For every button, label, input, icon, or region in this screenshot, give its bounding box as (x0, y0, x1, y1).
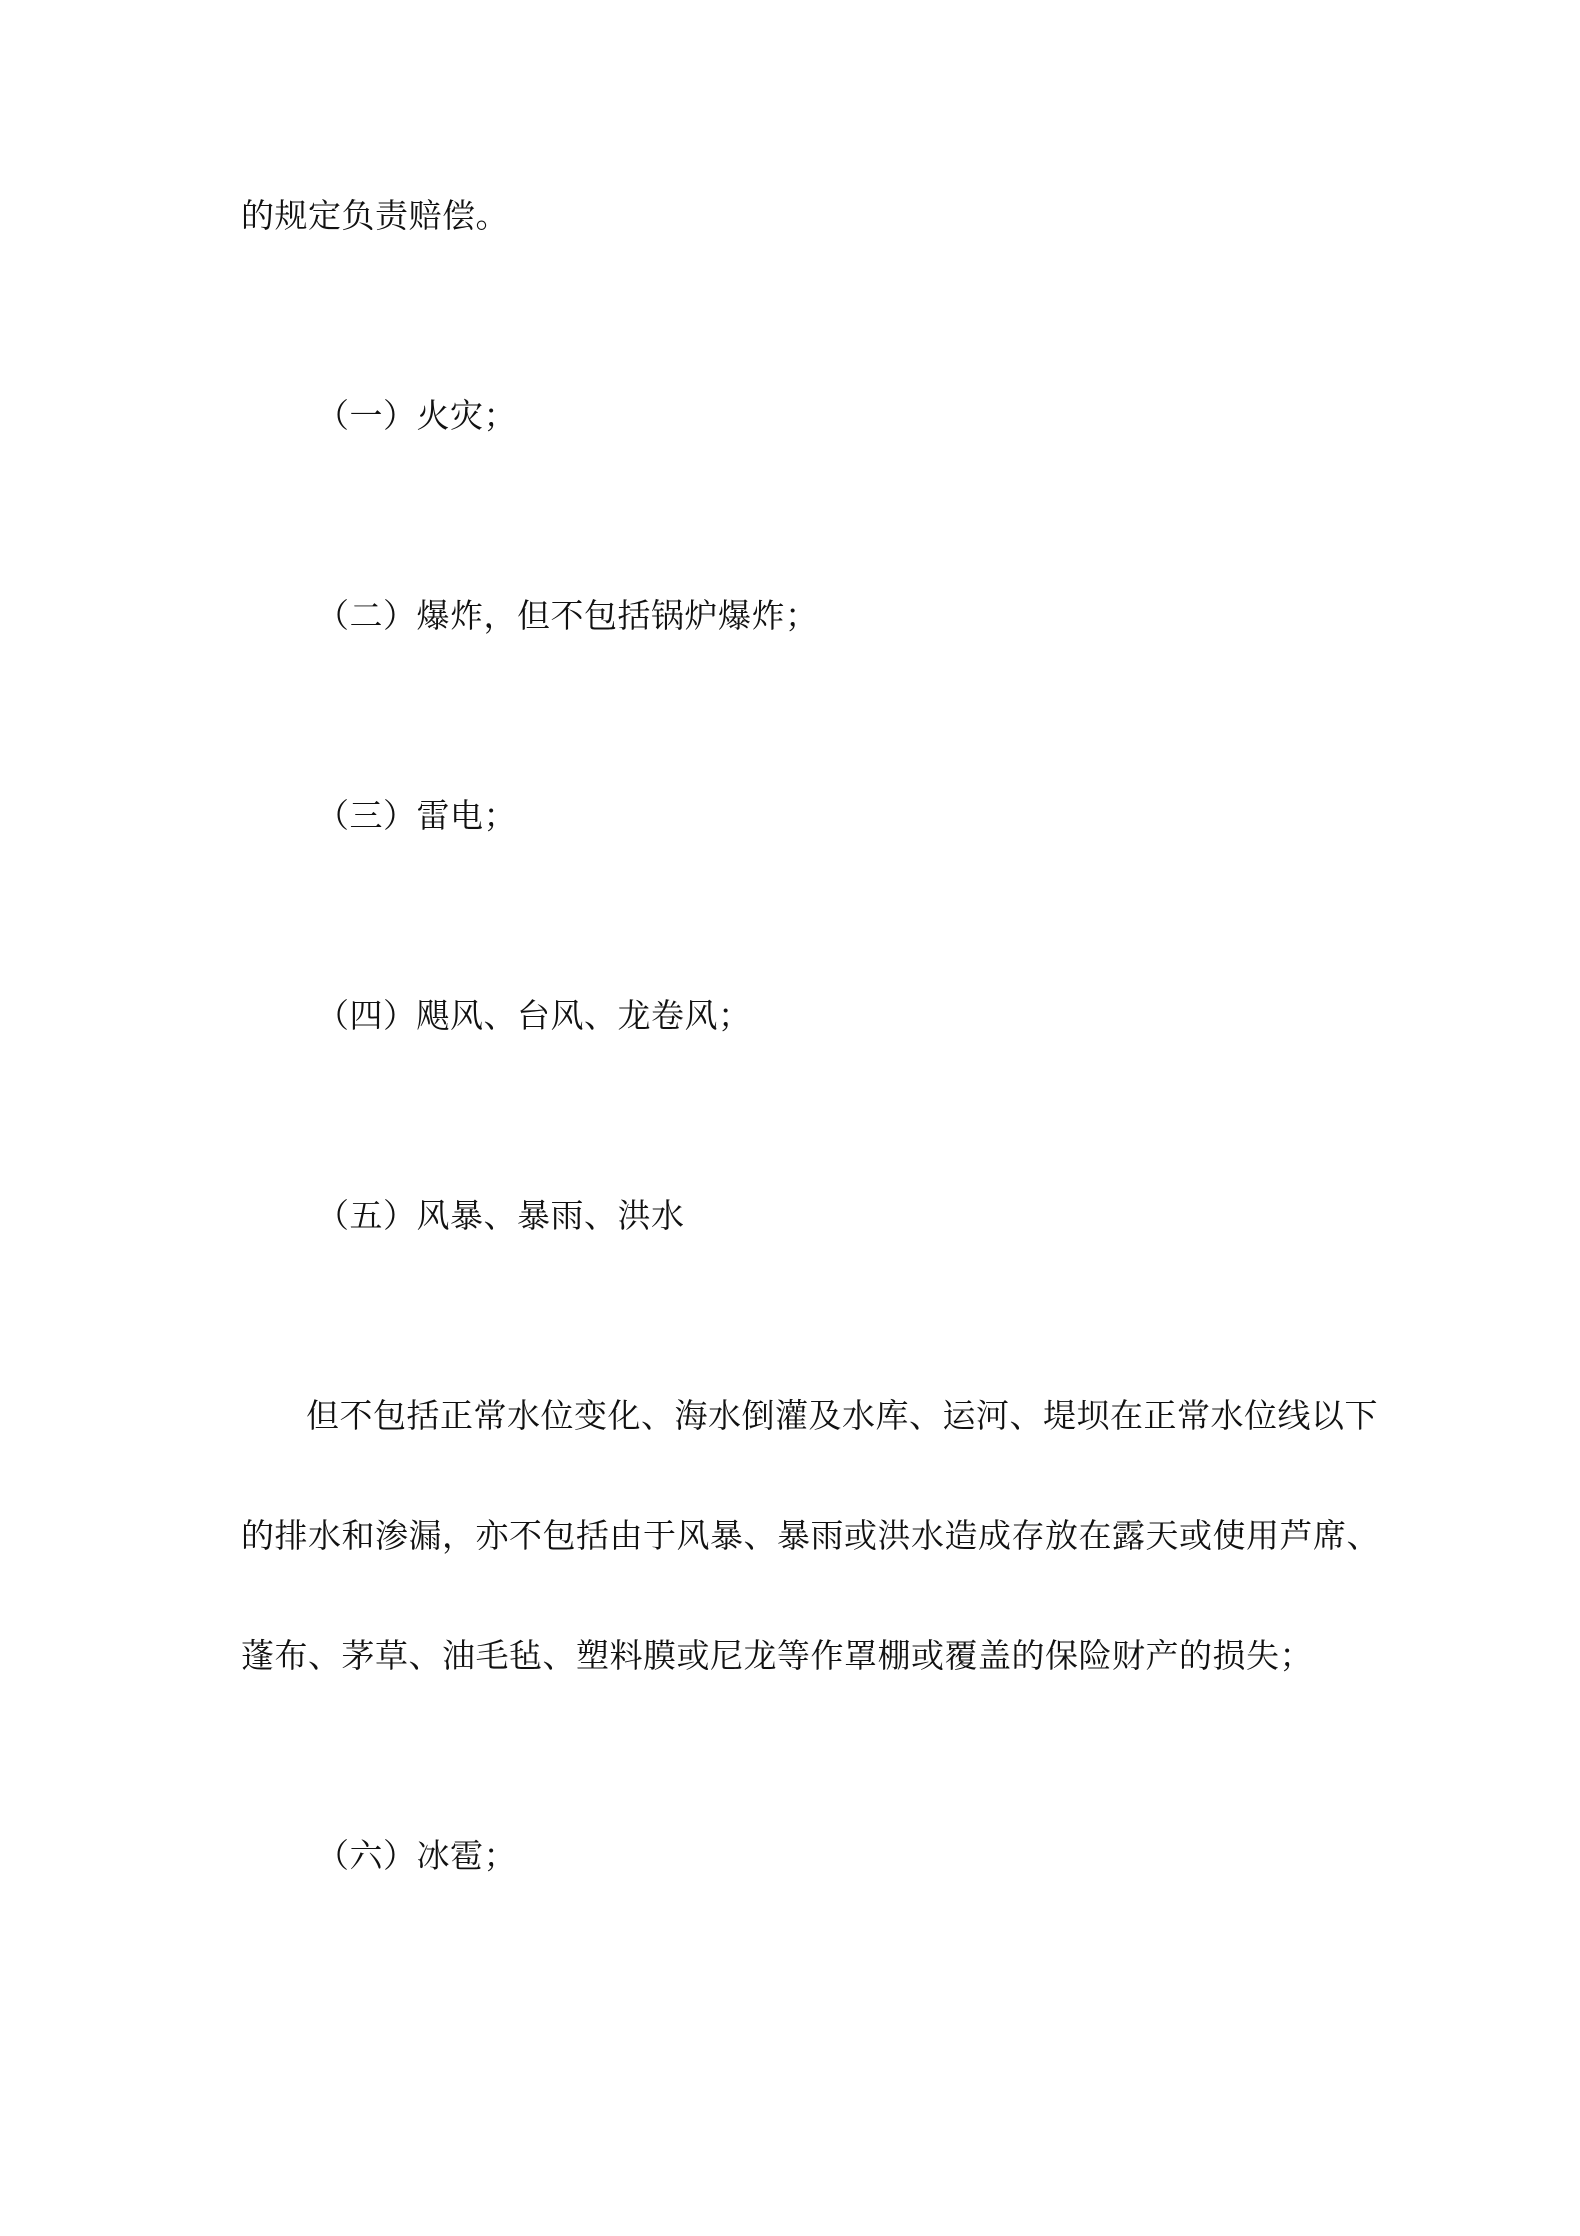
list-item-hail: （六）冰雹； (316, 1836, 517, 1875)
list-item-explosion: （二）爆炸，但不包括锅炉爆炸； (316, 596, 819, 635)
list-item-lightning: （三）雷电； (316, 796, 517, 835)
list-item-fire: （一）火灾； (316, 396, 517, 435)
paragraph-continuation: 的规定负责赔偿。 (241, 196, 509, 235)
list-item-hurricane: （四）飓风、台风、龙卷风； (316, 996, 752, 1035)
list-item-storm-flood: （五）风暴、暴雨、洪水 (316, 1196, 685, 1235)
exclusion-paragraph-line-3: 蓬布、茅草、油毛毡、塑料膜或尼龙等作罩棚或覆盖的保险财产的损失； (241, 1636, 1313, 1675)
exclusion-paragraph-line-1: 但不包括正常水位变化、海水倒灌及水库、运河、堤坝在正常水位线以下 (306, 1396, 1378, 1435)
exclusion-paragraph-line-2: 的排水和渗漏，亦不包括由于风暴、暴雨或洪水造成存放在露天或使用芦席、 (241, 1516, 1380, 1555)
